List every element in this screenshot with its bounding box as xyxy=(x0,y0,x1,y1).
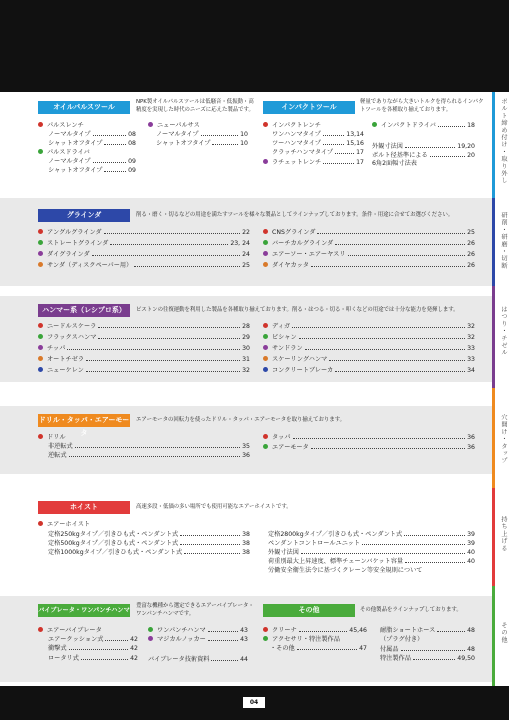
vib-shock-label: 衝撃式 xyxy=(48,645,67,652)
ratchet-label: ラチェットレンチ xyxy=(272,159,322,166)
page-ref: 32 xyxy=(467,334,475,341)
vib-cushion-label: エアークッション式 xyxy=(48,636,104,643)
leader-dots xyxy=(362,539,465,545)
ext-method-label: 外観寸法図 xyxy=(372,143,403,150)
leader-dots xyxy=(211,655,238,661)
vibrator-header: バイブレータ・ワンパンチハンマ xyxy=(38,604,130,617)
bullet-dot xyxy=(38,323,43,328)
hoist-ext-label: 外観寸法図 xyxy=(268,549,299,556)
item-label: ビシャン xyxy=(272,334,297,341)
leader-dots xyxy=(86,366,240,372)
leader-dots xyxy=(299,333,465,339)
leader-dots xyxy=(212,139,238,145)
page-ref: 33 xyxy=(467,345,475,352)
special-row[interactable] xyxy=(380,654,475,663)
bullet-dot xyxy=(263,240,268,245)
air-motor-row[interactable] xyxy=(263,443,475,452)
leader-dots xyxy=(317,228,465,234)
safety-note[interactable]: 労働安全衛生法令に基づくクレーン等安全規則について xyxy=(268,567,423,574)
pulse-wrench-label: パルスレンチ xyxy=(47,122,84,129)
leader-dots xyxy=(69,451,241,457)
leader-dots xyxy=(93,157,127,163)
leader-dots xyxy=(293,433,466,439)
page-ref: 42 xyxy=(130,655,138,662)
pw-normal-row[interactable] xyxy=(48,130,136,139)
bullet-dot xyxy=(263,636,268,641)
list-item[interactable] xyxy=(263,333,475,342)
bullet-dot xyxy=(38,122,43,127)
impact-driver-row[interactable] xyxy=(372,121,475,130)
accessory-item[interactable] xyxy=(263,635,340,644)
np-normal-label: ノーマルタイプ xyxy=(156,131,199,138)
tab-bolt[interactable] xyxy=(492,92,509,198)
impact-tool-desc: 軽量でありながら大きいトルクを得られるインパクトツールを各種取り揃えております。 xyxy=(360,99,484,113)
bullet-dot xyxy=(148,636,153,641)
magic-label: マジカルノッカー xyxy=(157,636,206,643)
bullet-dot xyxy=(38,229,43,234)
leader-dots xyxy=(305,344,465,350)
item-label: コンクリートブレーカ xyxy=(272,367,334,374)
list-item[interactable] xyxy=(38,228,250,237)
tab-other[interactable] xyxy=(492,586,509,686)
item-label: サンドラン xyxy=(272,345,303,352)
vib-rotary-row[interactable] xyxy=(48,654,138,663)
attach-label: 付属品 xyxy=(380,646,399,653)
pw-normal-label: ノーマルタイプ xyxy=(48,131,91,138)
leader-dots xyxy=(92,250,240,256)
h250-label: 定格250kgタイプ／引きひも式・ペンダント式 xyxy=(48,531,179,538)
bullet-dot xyxy=(263,334,268,339)
bullet-dot xyxy=(263,251,268,256)
leader-dots xyxy=(348,250,466,256)
list-item[interactable] xyxy=(263,228,475,237)
page-number: 04 xyxy=(243,697,265,708)
hammer-header: ハンマー系（レシプロ系） xyxy=(38,304,130,317)
grinder-header: グラインダ xyxy=(38,209,130,222)
page-ref: 42 xyxy=(130,645,138,652)
leader-dots xyxy=(104,139,126,145)
list-item[interactable] xyxy=(38,239,250,248)
bullet-dot xyxy=(38,356,43,361)
drill-rev-label: 逆転式 xyxy=(48,452,67,459)
item-label: アングルグラインダ xyxy=(47,229,102,236)
leader-dots xyxy=(335,148,354,154)
section-grinder xyxy=(0,198,492,286)
page-ref: 26 xyxy=(467,262,475,269)
page-ref: 39 xyxy=(467,540,475,547)
page-ref: 47 xyxy=(359,645,367,652)
page-ref: 45,46 xyxy=(349,627,367,634)
page-ref: 49,50 xyxy=(457,655,475,662)
hammer-desc: ピストンの往復運動を利用した製品を各種取り揃えております。削る・はつる・切る・叩くなどの用途では十分な能力を発揮します。 xyxy=(136,307,459,313)
bullet-dot xyxy=(38,434,43,439)
hoist-ext-row[interactable] xyxy=(268,548,475,557)
page-ref: 38 xyxy=(242,540,250,547)
iw-two-label: ツーハンマタイプ xyxy=(272,140,321,147)
item-label: ディガ xyxy=(272,323,291,330)
iw-clutch-label: クラッチハンマタイプ xyxy=(272,149,334,156)
pendant-label: ペンダントコントロールユニット xyxy=(268,540,361,547)
vib-tech-row[interactable] xyxy=(148,655,248,664)
tab-grind-label: 研削・研磨・切断 xyxy=(500,212,507,270)
h250-row[interactable] xyxy=(48,530,250,539)
list-item[interactable] xyxy=(38,250,250,259)
cleaner-row[interactable] xyxy=(263,626,367,635)
item-label: サンダ（ディスクペーパー用） xyxy=(47,262,133,269)
item-label: CNSグラインダ xyxy=(272,229,316,236)
bolt-label-2: 6角2面幅寸法表 xyxy=(372,160,417,167)
page-ref: 36 xyxy=(467,444,475,451)
air-hoist[interactable] xyxy=(38,520,90,529)
hose-row[interactable] xyxy=(380,626,475,635)
cleaner-label: クリーナ xyxy=(272,627,297,634)
bullet-dot xyxy=(263,345,268,350)
page-ref: 42 xyxy=(130,636,138,643)
item-label: ダイグラインダ xyxy=(47,251,90,258)
bullet-dot xyxy=(38,240,43,245)
attach-row[interactable] xyxy=(380,645,475,654)
list-item[interactable] xyxy=(263,322,475,331)
bullet-dot xyxy=(263,229,268,234)
np-normal-row[interactable] xyxy=(156,130,248,139)
leader-dots xyxy=(299,626,348,632)
impact-tool-header: インパクトツール xyxy=(263,101,355,114)
page-ref: 26 xyxy=(467,240,475,247)
oil-pulse-header: オイルパルスツール xyxy=(38,101,130,114)
air-hoist-label: エアーホイスト xyxy=(47,521,91,528)
list-item[interactable] xyxy=(263,355,475,364)
page-ref: 10 xyxy=(240,131,248,138)
pulse-driver-label: パルスドライバ xyxy=(47,149,90,156)
page-ref: 34 xyxy=(467,367,475,374)
tab-hoist[interactable] xyxy=(492,488,509,586)
leader-dots xyxy=(437,626,465,632)
section-oil-impact xyxy=(0,92,492,188)
tapper-row[interactable] xyxy=(263,433,475,442)
list-item[interactable] xyxy=(38,322,250,331)
bullet-dot xyxy=(148,122,153,127)
drill-non-label: 非逆転式 xyxy=(48,443,73,450)
pulse-driver[interactable] xyxy=(38,148,90,157)
leader-dots xyxy=(180,530,240,536)
item-label: オートチゼラ xyxy=(47,356,85,363)
leader-dots xyxy=(405,557,465,563)
load-label: 荷重別最大上昇速度、標準チェーンバケット容量 xyxy=(268,558,404,565)
page-ref: 43 xyxy=(240,627,248,634)
magic-row[interactable] xyxy=(148,635,248,644)
page-ref: 48 xyxy=(467,646,475,653)
item-label: チッパ xyxy=(47,345,66,352)
page-ref: 31 xyxy=(242,356,250,363)
page-ref: 08 xyxy=(128,140,136,147)
list-item[interactable] xyxy=(38,344,250,353)
page-ref: 18 xyxy=(467,122,475,129)
page-ref: 23, 24 xyxy=(230,240,250,247)
iw-one-label: ワンハンマタイプ xyxy=(272,131,321,138)
leader-dots xyxy=(104,166,126,172)
list-item[interactable] xyxy=(263,239,475,248)
new-pulsas[interactable] xyxy=(148,121,200,130)
air-vibrator[interactable] xyxy=(38,626,102,635)
pw-shut-label: シャットオフタイプ xyxy=(48,140,103,147)
bullet-dot xyxy=(38,367,43,372)
special-label: 特注製作品 xyxy=(380,655,411,662)
page-ref: 15,16 xyxy=(346,140,364,147)
leader-dots xyxy=(69,644,129,650)
item-label: バーチカルグラインダ xyxy=(272,240,334,247)
item-label: エアーソー・エアーヤスリ xyxy=(272,251,346,258)
page-ref: 35 xyxy=(242,443,250,450)
h2800-row[interactable] xyxy=(268,530,475,539)
tapper-label: タッパ xyxy=(272,434,291,441)
other-row[interactable] xyxy=(270,644,367,653)
pulse-wrench[interactable] xyxy=(38,121,84,130)
bullet-dot xyxy=(38,251,43,256)
page-ref: 26 xyxy=(467,251,475,258)
list-item[interactable] xyxy=(38,355,250,364)
leader-dots xyxy=(401,645,466,651)
section-hoist xyxy=(0,490,492,586)
h500-row[interactable] xyxy=(48,539,250,548)
accessory-label: アクセサリ・特注製作品 xyxy=(272,636,340,643)
section-drill xyxy=(0,406,492,474)
grinder-desc: 削る・磨く・切るなどの用途を満たすツールを様々な製品としてラインナップしております。条件・用途に合せてお選びください。 xyxy=(136,212,454,218)
bullet-dot xyxy=(372,122,377,127)
page-ref: 38 xyxy=(242,531,250,538)
list-item[interactable] xyxy=(263,261,475,270)
leader-dots xyxy=(105,635,128,641)
oil-pulse-desc: NPK製オイルパルスツールは低騒音・低振動・高精度を実現した時代のニーズに応えた製品です。 xyxy=(136,99,254,113)
leader-dots xyxy=(438,121,465,127)
page-ref: 13,14 xyxy=(346,131,364,138)
bullet-dot xyxy=(38,334,43,339)
iw-one-row[interactable] xyxy=(272,130,364,139)
leader-dots xyxy=(184,548,240,554)
air-vib-label: エアーバイブレータ xyxy=(47,627,102,634)
bullet-dot xyxy=(38,521,43,526)
np-shut-row[interactable] xyxy=(156,139,248,148)
bullet-dot xyxy=(263,627,268,632)
leader-dots xyxy=(208,635,238,641)
impact-wrench[interactable] xyxy=(263,121,321,130)
page-ref: 19,20 xyxy=(457,143,475,150)
drill-non-row[interactable] xyxy=(48,442,250,451)
hoist-desc: 高速多段・低価の多い場所でも使用可能なエアーホイストです。 xyxy=(136,504,292,510)
list-item[interactable] xyxy=(263,344,475,353)
tab-bolt-label: ボルト締め付け・取り外し xyxy=(500,98,507,185)
page-ref: 09 xyxy=(128,167,136,174)
leader-dots xyxy=(301,548,465,554)
h1000-label: 定格1000kgタイプ／引きひも式・ペンダント式 xyxy=(48,549,183,556)
leader-dots xyxy=(104,228,241,234)
leader-dots xyxy=(404,530,465,536)
h1000-row[interactable] xyxy=(48,548,250,557)
other-desc: その他製品をラインナップしております。 xyxy=(360,607,462,613)
leader-dots xyxy=(180,539,240,545)
h2800-label: 定格2800kgタイプ／引きひも式・ペンダント式 xyxy=(268,531,403,538)
h500-label: 定格500kgタイプ／引きひも式・ペンダント式 xyxy=(48,540,179,547)
bullet-dot xyxy=(263,434,268,439)
item-label: ストレートグラインダ xyxy=(47,240,109,247)
bullet-dot xyxy=(263,367,268,372)
leader-dots xyxy=(201,130,239,136)
leader-dots xyxy=(86,355,240,361)
one-punch-row[interactable] xyxy=(148,626,248,635)
page-ref: 17 xyxy=(356,159,364,166)
section-hammer xyxy=(0,296,492,382)
list-item[interactable] xyxy=(263,250,475,259)
leader-dots xyxy=(413,654,455,660)
item-label: ダイヤカッタ xyxy=(272,262,309,269)
drill-rev-row[interactable] xyxy=(48,451,250,460)
section-vibrator-other xyxy=(0,596,492,682)
leader-dots xyxy=(93,130,127,136)
page-ref: 24 xyxy=(242,251,250,258)
drill-item[interactable] xyxy=(38,433,66,442)
vib-tech-label: バイブレータ技術資料 xyxy=(148,656,210,663)
list-item[interactable] xyxy=(38,366,250,375)
page-ref: 43 xyxy=(240,636,248,643)
leader-dots xyxy=(311,261,465,267)
one-punch-label: ワンパンチハンマ xyxy=(157,627,206,634)
bullet-dot xyxy=(38,262,43,267)
hoist-header: ホイスト xyxy=(38,501,130,514)
leader-dots xyxy=(323,130,345,136)
bolt-row[interactable]: ボルト径基準による 20 xyxy=(372,152,475,159)
leader-dots xyxy=(75,442,240,448)
bullet-dot xyxy=(38,627,43,632)
page-ref: 36 xyxy=(242,452,250,459)
leader-dots xyxy=(110,239,228,245)
item-label: ニューケレン xyxy=(47,367,84,374)
page-ref: 28 xyxy=(242,323,250,330)
bullet-dot xyxy=(263,444,268,449)
bullet-dot xyxy=(263,323,268,328)
pendant-row[interactable] xyxy=(268,539,475,548)
top-black-bar xyxy=(0,0,509,92)
leader-dots xyxy=(98,333,240,339)
page-ref: 32 xyxy=(467,323,475,330)
pd-normal-row[interactable] xyxy=(48,157,136,166)
page-ref: 40 xyxy=(467,549,475,556)
page-ref: 36 xyxy=(467,434,475,441)
new-pulsas-label: ニューパルサス xyxy=(157,122,200,129)
vibrator-desc: 豊富な機種から選定できるエアーバイブレータ・ワンパンチハンマです。 xyxy=(136,603,254,617)
iw-two-row[interactable] xyxy=(272,139,364,148)
other-label: ・その他 xyxy=(270,645,295,652)
leader-dots xyxy=(134,261,240,267)
list-item[interactable] xyxy=(38,333,250,342)
impact-driver-label: インパクトドライバ xyxy=(381,122,436,129)
leader-dots xyxy=(323,158,354,164)
item-label: スケーリングハンマ xyxy=(272,356,328,363)
leader-dots xyxy=(430,151,465,157)
page-ref: 30 xyxy=(242,345,250,352)
hose-label: 耐脂ショートホース xyxy=(380,627,436,634)
other-header: その他 xyxy=(263,604,355,617)
tab-other-label: その他 xyxy=(500,622,507,644)
page-ref: 10 xyxy=(240,140,248,147)
load-row[interactable] xyxy=(268,557,475,566)
item-label: フラックスハンマ xyxy=(47,334,97,341)
leader-dots xyxy=(297,644,357,650)
leader-dots xyxy=(81,654,128,660)
page-ref: 22 xyxy=(242,229,250,236)
page-ref: 32 xyxy=(242,367,250,374)
bullet-dot xyxy=(38,345,43,350)
page-ref: 29 xyxy=(242,334,250,341)
pd-shut-label: シャットオフタイプ xyxy=(48,167,103,174)
vib-cushion-row[interactable] xyxy=(48,635,138,644)
tab-drill-label: 穴開け・タップ xyxy=(500,414,507,465)
air-motor-label: エアーモータ xyxy=(272,444,309,451)
bullet-dot xyxy=(263,356,268,361)
page-ref: 48 xyxy=(467,627,475,634)
leader-dots xyxy=(329,355,465,361)
leader-dots xyxy=(335,366,465,372)
item-label: ニードルスケーラ xyxy=(47,323,97,330)
bullet-dot xyxy=(263,159,268,164)
vib-rotary-label: ロータリ式 xyxy=(48,655,79,662)
np-shut-label: シャットオフタイプ xyxy=(156,140,211,147)
bullet-dot xyxy=(263,262,268,267)
tab-chisel[interactable] xyxy=(492,286,509,388)
drill-header: ドリル・タッパ・エアーモータ xyxy=(38,416,130,437)
bullet-dot xyxy=(38,149,43,154)
leader-dots xyxy=(67,344,240,350)
leader-dots xyxy=(311,443,465,449)
pw-shut-row[interactable] xyxy=(48,139,136,148)
bolt-label: ボルト径基準による xyxy=(372,152,428,159)
leader-dots xyxy=(405,142,455,148)
page-ref: 39 xyxy=(467,531,475,538)
leader-dots xyxy=(323,139,344,145)
page-ref: 40 xyxy=(467,558,475,565)
leader-dots xyxy=(335,239,465,245)
leader-dots xyxy=(208,626,238,632)
pd-normal-label: ノーマルタイプ xyxy=(48,158,91,165)
bullet-dot xyxy=(263,122,268,127)
page-ref: 08 xyxy=(128,131,136,138)
hose-sub: （プラグ付き） xyxy=(380,636,424,643)
ratchet-row[interactable] xyxy=(263,158,364,167)
list-item[interactable] xyxy=(38,261,250,270)
tab-hoist-label: 持ち上げる xyxy=(500,516,507,552)
iw-clutch-row[interactable] xyxy=(272,148,364,157)
bullet-dot xyxy=(148,627,153,632)
page-ref: 25 xyxy=(242,262,250,269)
page-ref: 17 xyxy=(356,149,364,156)
tab-chisel-label: はつり・チゼル xyxy=(500,306,507,357)
page-ref: 44 xyxy=(240,656,248,663)
leader-dots xyxy=(292,322,465,328)
page-ref: 33 xyxy=(467,356,475,363)
list-item[interactable] xyxy=(263,366,475,375)
drill-label: ドリル xyxy=(47,434,66,441)
page-ref: 38 xyxy=(242,549,250,556)
ext-method-row[interactable] xyxy=(372,142,475,151)
page-ref: 09 xyxy=(128,158,136,165)
tab-drill[interactable] xyxy=(492,388,509,488)
pd-shut-row[interactable] xyxy=(48,166,136,175)
vib-shock-row[interactable] xyxy=(48,644,138,653)
leader-dots xyxy=(98,322,240,328)
impact-wrench-label: インパクトレンチ xyxy=(272,122,321,129)
drill-desc: エアーモータの回転力を使ったドリル・タッパ・エアーモータを取り揃えております。 xyxy=(136,417,346,423)
page-ref: 25 xyxy=(467,229,475,236)
